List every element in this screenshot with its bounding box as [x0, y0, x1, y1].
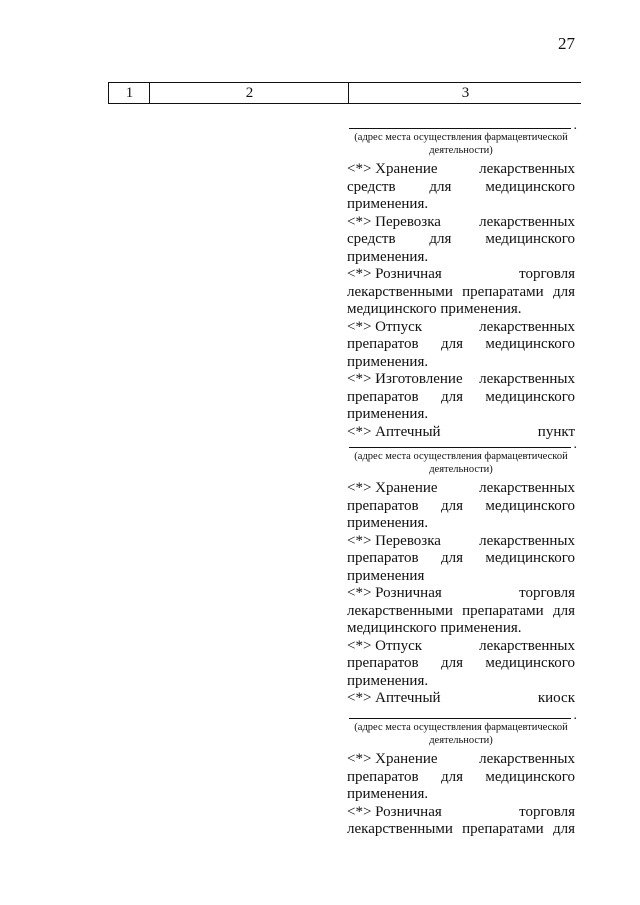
entry-text: лекарственных [479, 318, 575, 335]
entry-text: применения. [347, 248, 429, 265]
entry-line [347, 585, 575, 603]
activity-entry [347, 266, 575, 319]
entry-text: для [552, 821, 575, 837]
activity-entry [347, 690, 575, 708]
entry-text: для [440, 388, 463, 405]
entry-text: лекарственных [479, 532, 575, 549]
entry-text: <*> Аптечный [347, 690, 441, 706]
entry-text: применения. [347, 672, 429, 689]
entry-text: для [429, 178, 452, 195]
activity-group-1 [347, 118, 575, 441]
entry-line [347, 389, 575, 407]
column-header-3: 3 [348, 83, 582, 103]
entry-text: лекарственными [347, 821, 453, 837]
address-blank-line [349, 437, 571, 448]
entry-text: для [440, 768, 463, 785]
activity-entry [347, 585, 575, 638]
entry-text: препаратами [462, 283, 544, 300]
entry-line [347, 821, 575, 839]
entry-text: <*> Розничная [347, 803, 442, 820]
entry-line [347, 638, 575, 656]
entry-text: средств [347, 178, 396, 195]
entry-text: лекарственными [347, 283, 453, 300]
entry-text: медицинского [485, 550, 575, 566]
entry-text: <*> Хранение [347, 161, 438, 177]
entry-text: применения. [347, 515, 429, 531]
entry-line [347, 804, 575, 822]
entry-line [347, 179, 575, 197]
entries [347, 480, 575, 708]
entry-text: препаратов [347, 336, 419, 352]
entry-line [347, 406, 575, 424]
entry-text: препаратов [347, 550, 419, 566]
column-header-2: 2 [149, 83, 349, 103]
entry-text: пункт [537, 423, 575, 440]
entry-text: применения [347, 567, 425, 584]
entry-text: <*> Хранение [347, 751, 438, 767]
entry-line [347, 284, 575, 302]
entry-text: <*> Розничная [347, 585, 442, 601]
entry-text: для [440, 336, 463, 352]
entry-text: средств [347, 231, 396, 247]
entry-text: лекарственных [479, 161, 575, 177]
entry-text: применения. [347, 406, 429, 422]
entry-line [347, 319, 575, 337]
entry-line [347, 161, 575, 179]
entry-line [347, 249, 575, 267]
entry-text: медицинского [485, 768, 575, 785]
column-header-1: 1 [108, 83, 150, 103]
entry-text: медицинского [485, 388, 575, 405]
address-note: (адрес места осуществления фармацевтической деятельности) [354, 722, 568, 746]
entry-text: лекарственных [479, 637, 575, 654]
entry-line [347, 266, 575, 284]
entry-text: лекарственными [347, 602, 453, 619]
entry-text: лекарственных [479, 751, 575, 767]
entry-text: для [552, 283, 575, 300]
entry-text: <*> Перевозка [347, 532, 441, 549]
entry-text: медицинского применения. [347, 301, 522, 317]
entry-line [347, 751, 575, 769]
entry-text: применения. [347, 786, 429, 802]
entries [347, 751, 575, 839]
entry-text: препаратов [347, 768, 419, 785]
entry-text: торговля [519, 585, 575, 601]
activity-entry [347, 751, 575, 804]
activity-entry [347, 480, 575, 533]
activity-group-2 [347, 437, 575, 708]
entry-text: применения. [347, 196, 429, 212]
table-column-header-row [108, 82, 581, 104]
entry-line [347, 673, 575, 691]
entry-text: лекарственных [479, 213, 575, 230]
entry-text: лекарственных [479, 480, 575, 496]
activity-group-3 [347, 708, 575, 839]
entry-text: препаратами [462, 821, 544, 837]
activity-entry [347, 371, 575, 424]
entry-line [347, 603, 575, 621]
entry-text: для [440, 497, 463, 514]
entry-text: торговля [519, 803, 575, 820]
entry-text: киоск [537, 690, 575, 706]
entry-line [347, 498, 575, 516]
entry-line [347, 655, 575, 673]
entry-text: <*> Отпуск [347, 318, 423, 335]
entry-text: медицинского [485, 178, 575, 195]
entry-text: <*> Отпуск [347, 637, 423, 654]
entry-line [347, 371, 575, 389]
entry-line [347, 231, 575, 249]
entry-text: <*> Хранение [347, 480, 438, 496]
page-number: 27 [558, 34, 575, 53]
address-note: (адрес места осуществления фармацевтической деятельности) [354, 451, 568, 475]
entry-text: <*> Изготовление [347, 371, 463, 387]
entry-text: лекарственных [479, 371, 575, 387]
entry-text: <*> Перевозка [347, 213, 441, 230]
entry-line [347, 214, 575, 232]
entry-text: медицинского [485, 231, 575, 247]
entry-line [347, 786, 575, 804]
entry-line [347, 568, 575, 586]
activity-entry [347, 804, 575, 839]
entry-text: медицинского применения. [347, 620, 522, 636]
entry-line [347, 196, 575, 214]
address-note: (адрес места осуществления фармацевтической деятельности) [354, 132, 568, 156]
entry-text: препаратов [347, 655, 419, 671]
activity-entry [347, 214, 575, 267]
entry-line [347, 533, 575, 551]
entry-line [347, 690, 575, 708]
entry-text: <*> Аптечный [347, 423, 441, 440]
activity-entry [347, 533, 575, 586]
entry-text: для [552, 602, 575, 619]
entry-line [347, 515, 575, 533]
entry-line [347, 480, 575, 498]
activity-entry [347, 638, 575, 691]
entry-line [347, 620, 575, 638]
entry-line [347, 301, 575, 319]
entry-line [347, 550, 575, 568]
entry-text: торговля [519, 266, 575, 282]
entry-text: медицинского [485, 497, 575, 514]
entry-text: применения. [347, 353, 429, 370]
entry-line [347, 336, 575, 354]
entry-line [347, 769, 575, 787]
entry-text: для [440, 550, 463, 566]
entry-text: препаратами [462, 602, 544, 619]
entry-text: для [429, 231, 452, 247]
address-blank-line [349, 118, 571, 129]
entry-text: <*> Розничная [347, 266, 442, 282]
address-blank-line [349, 708, 571, 719]
activity-entry [347, 161, 575, 214]
entry-text: препаратов [347, 388, 419, 405]
entries [347, 161, 575, 441]
entry-text: для [440, 655, 463, 671]
entry-text: препаратов [347, 497, 419, 514]
entry-text: медицинского [485, 655, 575, 671]
entry-line [347, 354, 575, 372]
activity-entry [347, 319, 575, 372]
entry-text: медицинского [485, 336, 575, 352]
